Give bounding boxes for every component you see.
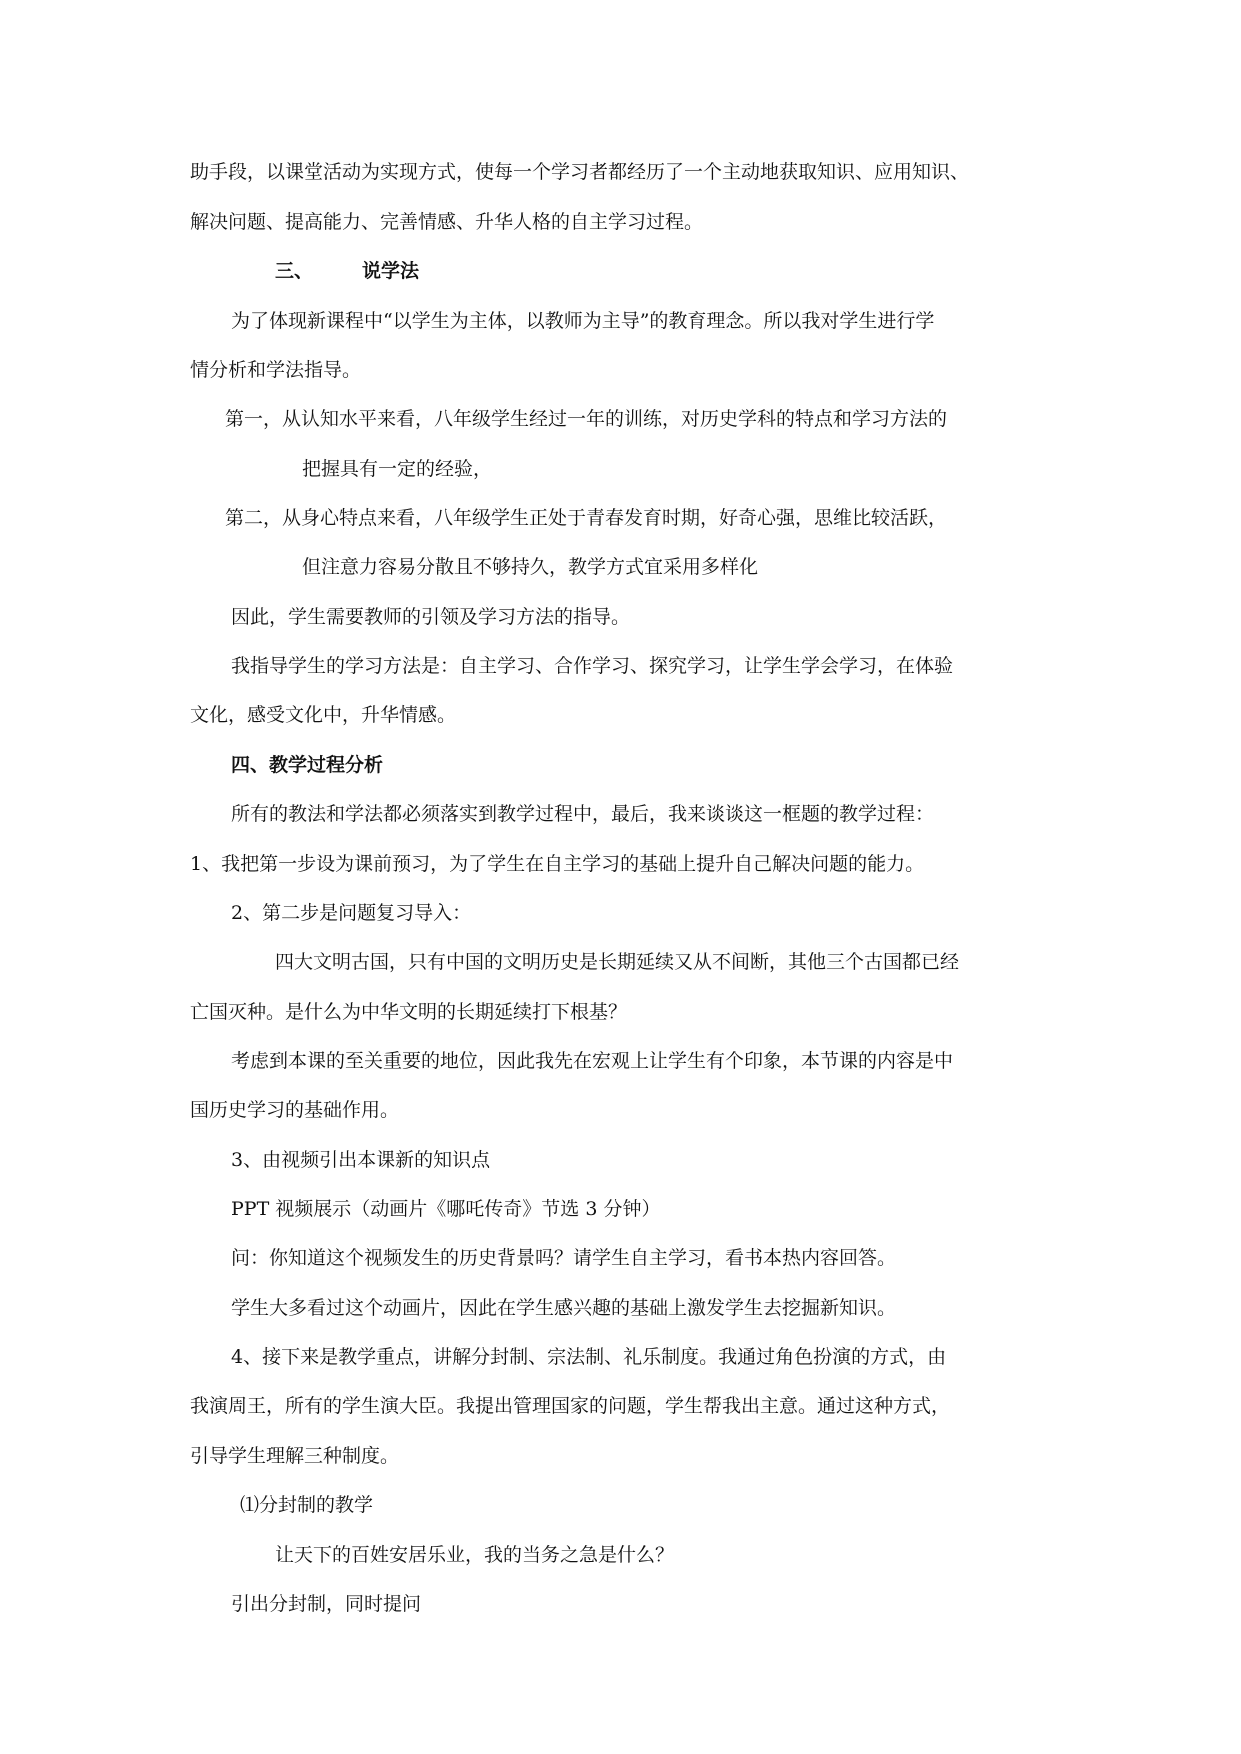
body-text-line: 引导学生理解三种制度。	[190, 1445, 400, 1467]
body-text-line: 所有的教法和学法都必须落实到教学过程中，最后，我来谈谈这一框题的教学过程：	[231, 803, 935, 825]
body-text-line: 亡国灭种。是什么为中华文明的长期延续打下根基？	[190, 1001, 628, 1023]
body-text-line: 第二，从身心特点来看，八年级学生正处于青春发育时期，好奇心强，思维比较活跃，	[225, 507, 948, 529]
section-heading: 说学法	[362, 260, 420, 282]
body-text-line: 3、由视频引出本课新的知识点	[231, 1149, 491, 1171]
body-text-line: 问：你知道这个视频发生的历史背景吗？请学生自主学习，看书本热内容回答。	[231, 1247, 897, 1269]
body-text-line: 但注意力容易分散且不够持久，教学方式宜采用多样化	[302, 556, 759, 578]
body-text-line: PPT 视频展示（动画片《哪吒传奇》节选 3 分钟）	[231, 1198, 661, 1220]
body-text-line: ⑴分封制的教学	[240, 1494, 374, 1516]
body-text-line: 助手段，以课堂活动为实现方式，使每一个学习者都经历了一个主动地获取知识、应用知识、	[190, 161, 970, 183]
body-text-line: 把握具有一定的经验，	[302, 458, 493, 480]
body-text-line: 2、第二步是问题复习导入：	[231, 902, 472, 924]
section-heading: 四、教学过程分析	[231, 754, 384, 776]
body-text-line: 情分析和学法指导。	[190, 359, 362, 381]
section-number: 三、	[275, 260, 314, 282]
body-text-line: 考虑到本课的至关重要的地位，因此我先在宏观上让学生有个印象，本节课的内容是中	[231, 1050, 954, 1072]
body-text-line: 1、我把第一步设为课前预习，为了学生在自主学习的基础上提升自己解决问题的能力。	[190, 853, 925, 875]
body-text-line: 学生大多看过这个动画片，因此在学生感兴趣的基础上激发学生去挖掘新知识。	[231, 1297, 897, 1319]
body-text-line: 国历史学习的基础作用。	[190, 1099, 400, 1121]
body-text-line: 4、接下来是教学重点，讲解分封制、宗法制、礼乐制度。我通过角色扮演的方式，由	[231, 1346, 947, 1368]
body-text-line: 为了体现新课程中“以学生为主体，以教师为主导”的教育理念。所以我对学生进行学	[231, 310, 935, 332]
body-text-line: 因此，学生需要教师的引领及学习方法的指导。	[231, 606, 631, 628]
body-text-line: 解决问题、提高能力、完善情感、升华人格的自主学习过程。	[190, 211, 704, 233]
body-text-line: 引出分封制，同时提问	[231, 1593, 422, 1615]
body-text-line: 让天下的百姓安居乐业，我的当务之急是什么？	[275, 1544, 675, 1566]
body-text-line: 文化，感受文化中，升华情感。	[190, 704, 457, 726]
body-text-line: 四大文明古国，只有中国的文明历史是长期延续又从不间断，其他三个古国都已经	[275, 951, 960, 973]
body-text-line: 第一，从认知水平来看，八年级学生经过一年的训练，对历史学科的特点和学习方法的	[225, 408, 948, 430]
body-text-line: 我演周王，所有的学生演大臣。我提出管理国家的问题，学生帮我出主意。通过这种方式，	[190, 1395, 951, 1417]
body-text-line: 我指导学生的学习方法是：自主学习、合作学习、探究学习，让学生学会学习，在体验	[231, 655, 954, 677]
